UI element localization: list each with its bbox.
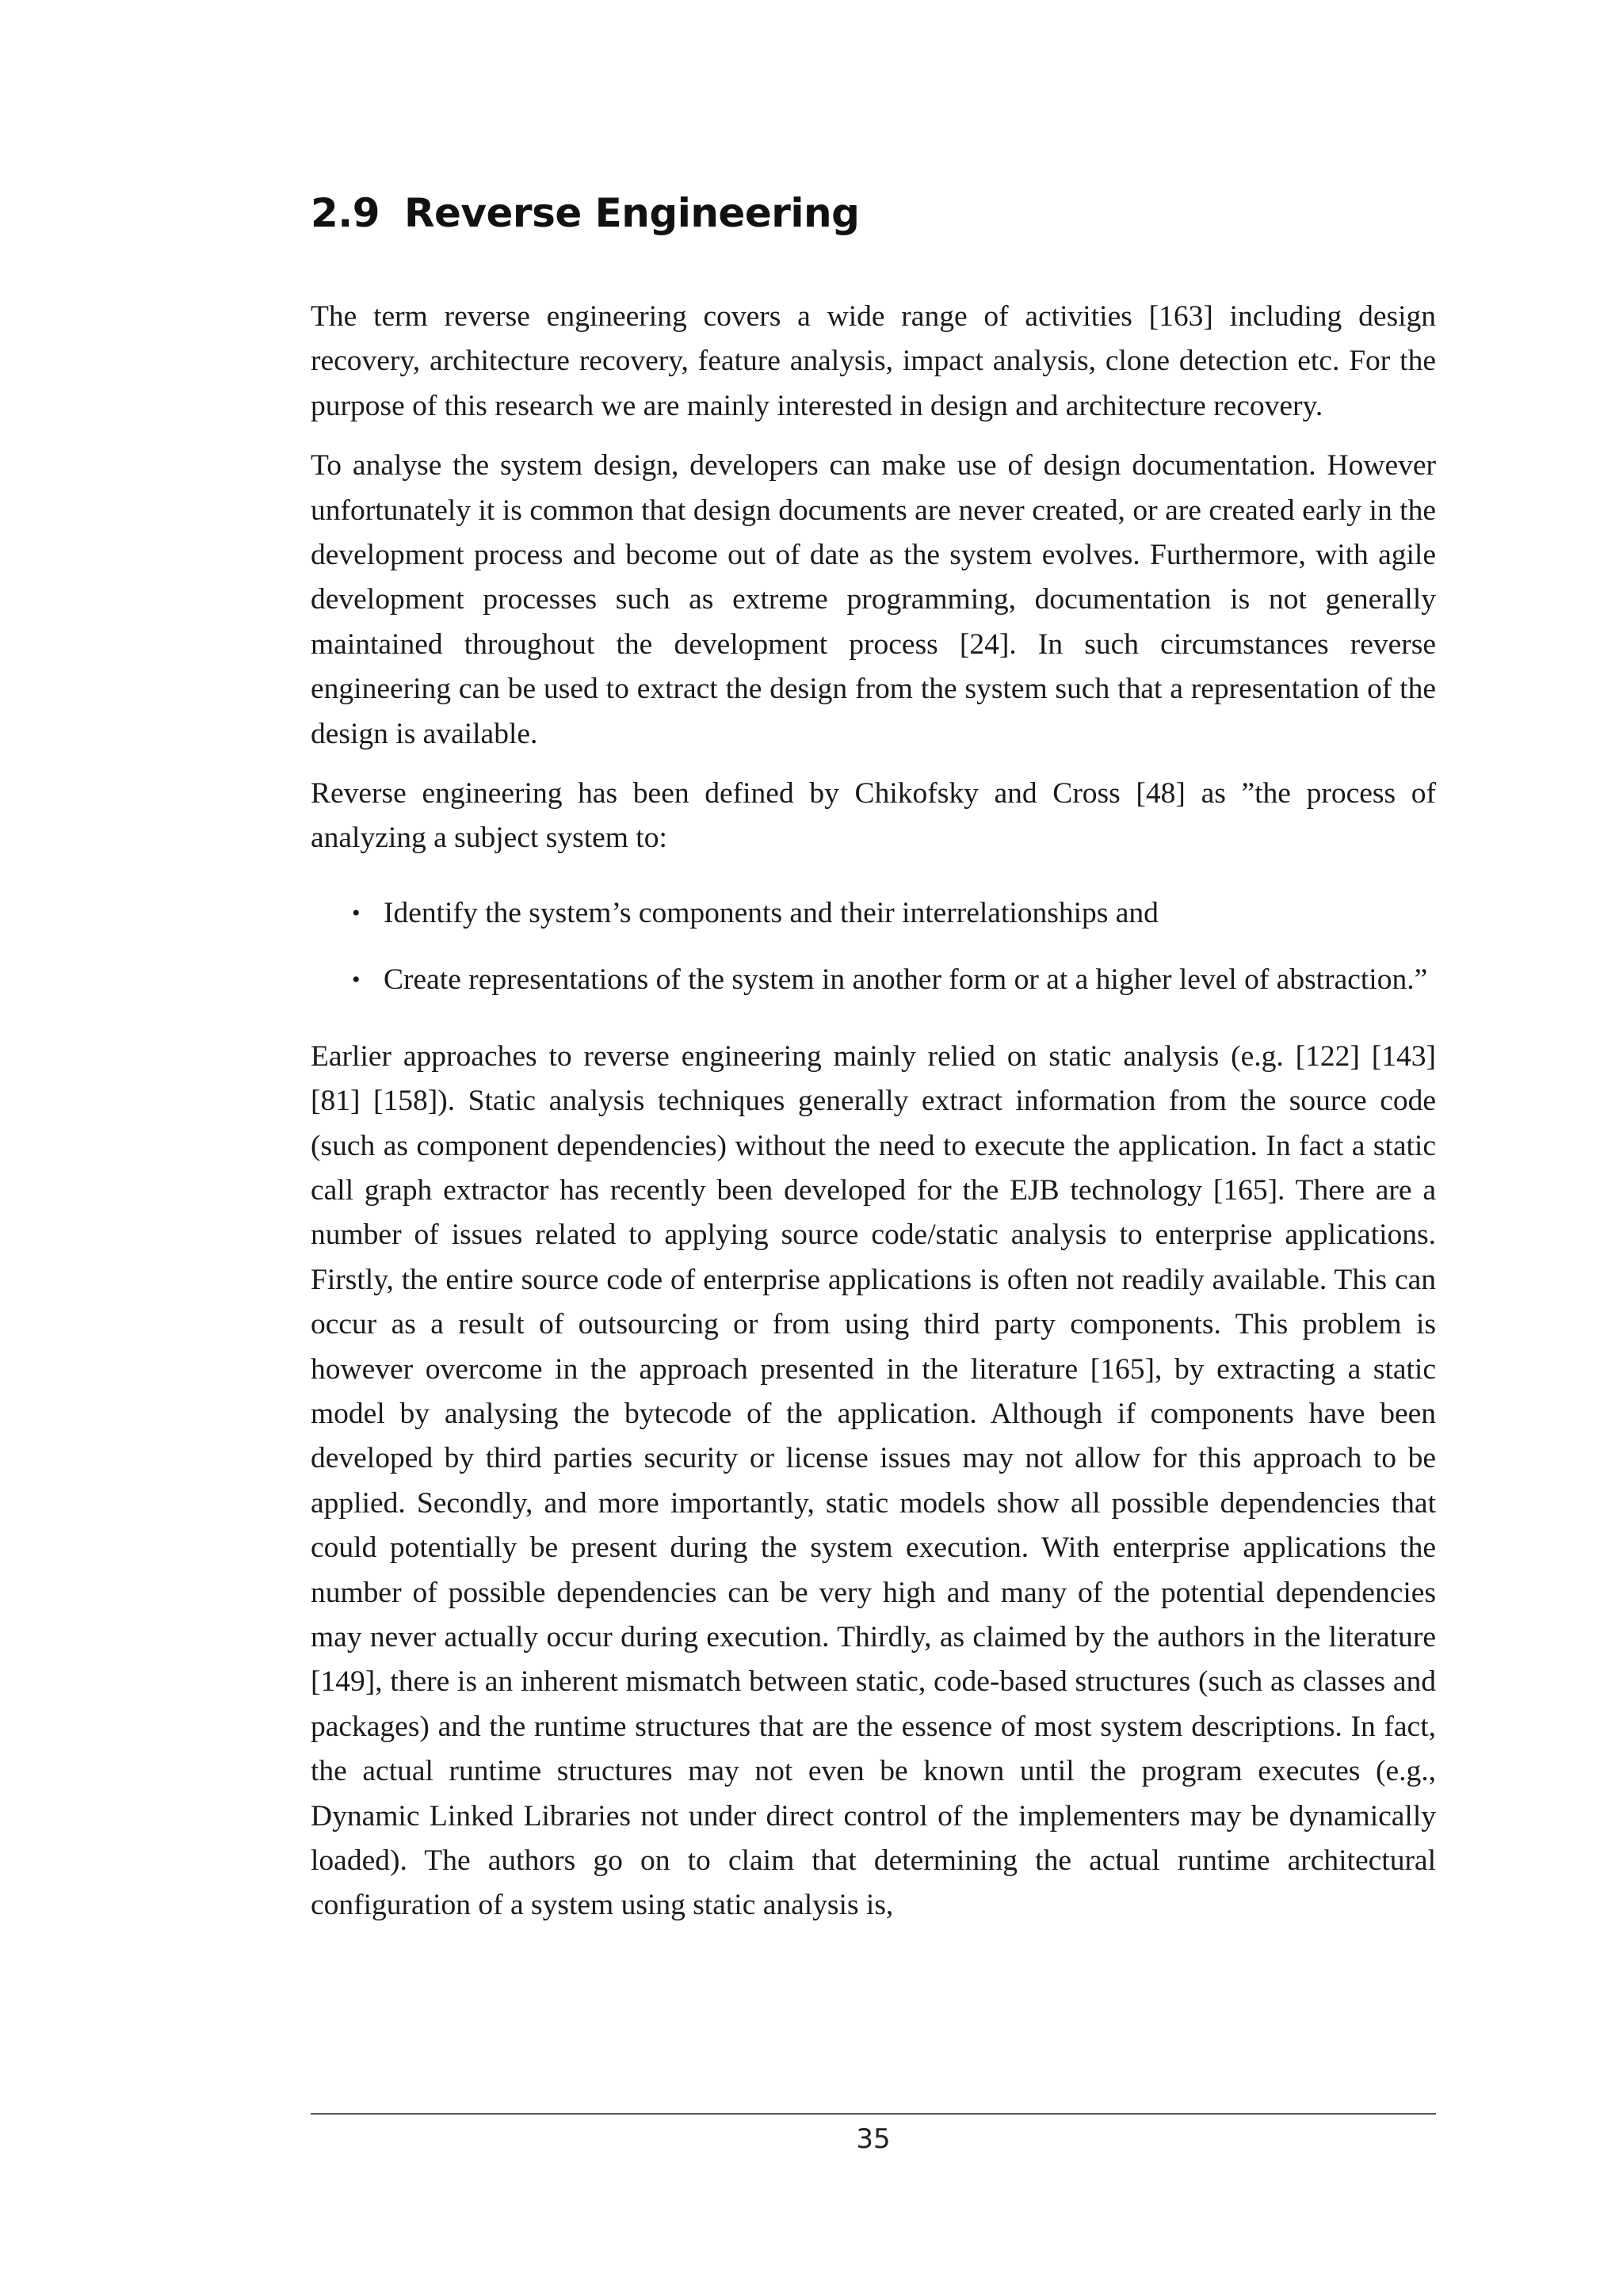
bullet-icon: • <box>352 899 361 926</box>
paragraph: The term reverse engineering covers a wide range of activities [163] including design recovery, architecture recovery, feature analysis, impact analysis, clone detection etc. For the purpose of this research we are mainly interested in design and architecture recovery. <box>311 300 1436 422</box>
bullet-icon: • <box>352 967 361 994</box>
list-item <box>352 891 1436 936</box>
footer-rule <box>311 2113 1436 2115</box>
paragraph: Reverse engineering has been defined by Chikofsky and Cross [48] as ”the process of analyzing a subject system to: <box>311 777 1436 855</box>
list-item <box>352 958 1436 1002</box>
list-item-text: Identify the system’s components and their interrelationships and <box>384 896 1159 929</box>
definition-list <box>311 891 1436 1003</box>
paragraph: To analyse the system design, developers can make use of design documentation. However unfortunately it is common that design documents are never created, or are created early in the development process and become out of date as the system evolves. Furthermore, with agile development processes such as extreme programming, documentation is not generally maintained throughout the development process [24]. In such circumstances reverse engineering can be used to extract the design from the system such that a representation of the design is available. <box>311 449 1436 750</box>
section-number: 2.9 <box>311 190 380 236</box>
section-title: Reverse Engineering <box>404 190 860 236</box>
section-heading <box>311 190 859 236</box>
page-number: 35 <box>856 2123 891 2155</box>
body-text <box>311 295 1436 1928</box>
paragraph: Earlier approaches to reverse engineering mainly relied on static analysis (e.g. [122] [143] [81] [158]). Static analysis techniques generally extract information from the source code (such as component dependencies) without the need to execute the application. In fact a static call graph extractor has recently been developed for the EJB technology [165]. There are a number of issues related to applying source code/static analysis to enterprise applications. Firstly, the entire source code of enterprise applications is often not readily available. This can occur as a result of outsourcing or from using third party components. This problem is however overcome in the approach presented in the literature [165], by extracting a static model by analysing the bytecode of the application. Although if components have been developed by third parties security or license issues may not allow for this approach to be applied. Secondly, and more importantly, static models show all possible dependencies that could potentially be present during the system execution. With enterprise applications the number of possible dependencies can be very high and many of the potential dependencies may never actually occur during execution. Thirdly, as claimed by the authors in the literature [149], there is an inherent mismatch between static, code-based structures (such as classes and packages) and the runtime structures that are the essence of most system descriptions. In fact, the actual runtime structures may not even be known until the program executes (e.g., Dynamic Linked Libraries not under direct control of the implementers may be dynamically loaded). The authors go on to claim that determining the actual runtime architectural configuration of a system using static analysis is, <box>311 1039 1436 1922</box>
list-item-text: Create representations of the system in another form or at a higher level of abstraction.” <box>384 963 1428 997</box>
